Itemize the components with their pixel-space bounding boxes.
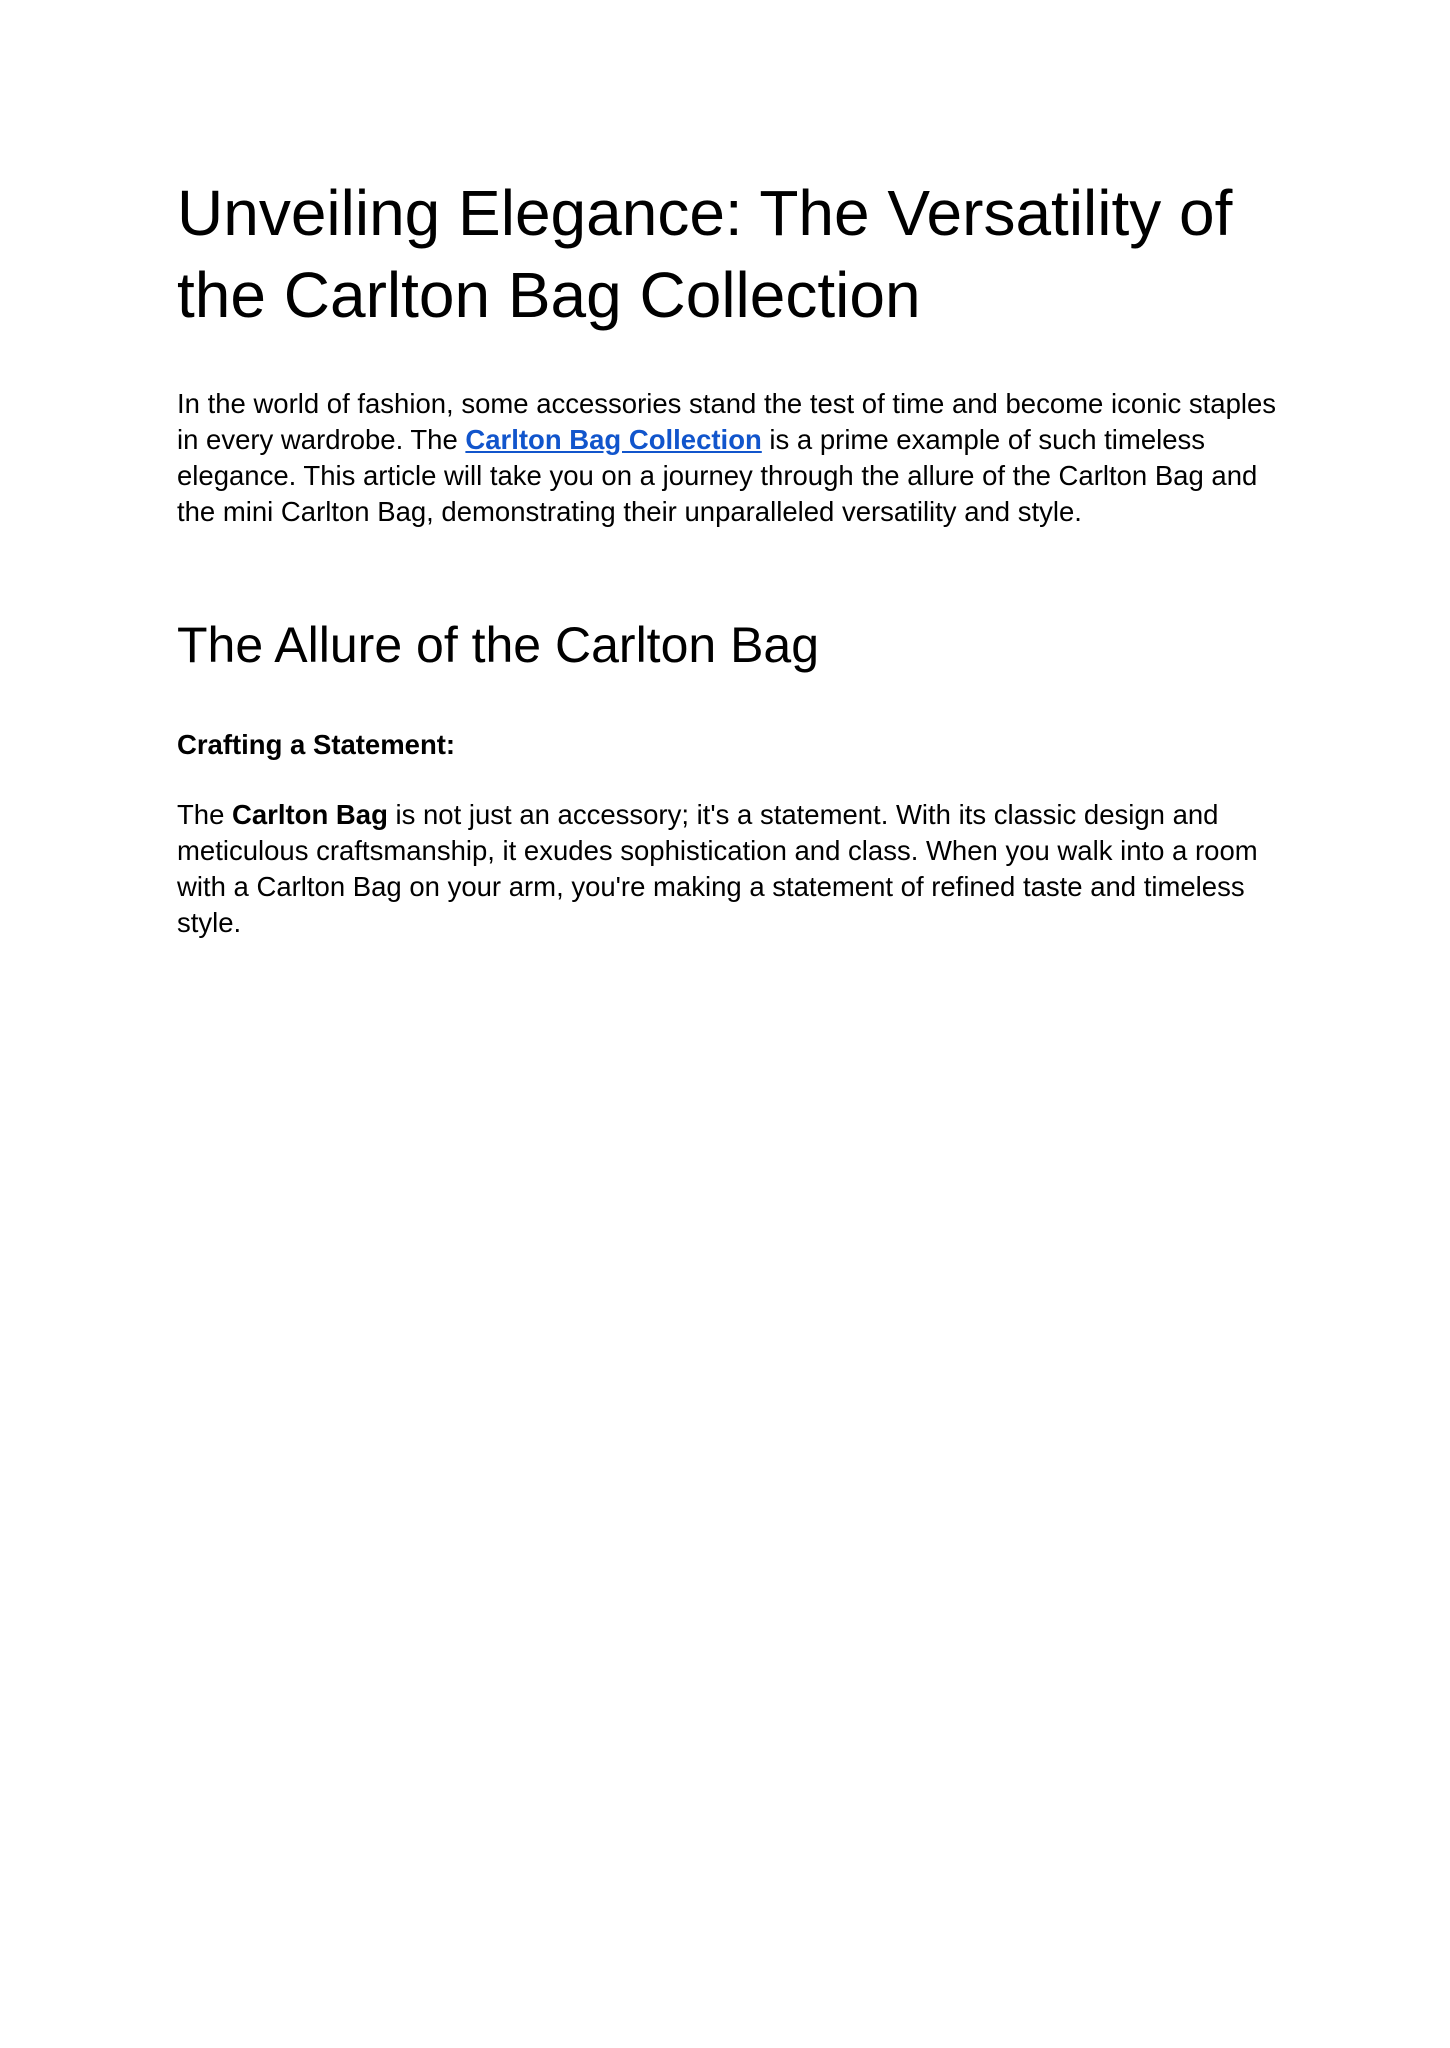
intro-paragraph [177,386,1297,530]
section-paragraph [177,797,1297,941]
intro-text-after-link: is a prime example of such timeless elegance. This article will take you on a journey through the allure of the Carlton Bag and the mini Carlton Bag, demonstrating their unparalleled versatility and style. [177,424,1258,527]
section-heading: The Allure of the Carlton Bag [177,617,820,673]
section-subheading: Crafting a Statement: [177,729,456,760]
paragraph-text-before-bold: The [177,799,233,830]
paragraph-bold-term: Carlton Bag [232,799,388,830]
carlton-bag-collection-link[interactable]: Carlton Bag Collection [465,424,762,455]
paragraph-text-after-bold: is not just an accessory; it's a statement. With its classic design and meticulous craftsmanship, it exudes sophistication and class. When you walk into a room with a Carlton Bag on your arm, you're making a statement of refined taste and timeless style. [177,799,1258,938]
intro-text-before-link: In the world of fashion, some accessories stand the test of time and become iconic staples in every wardrobe. The [177,388,1277,455]
document-title: Unveiling Elegance: The Versatility of the Carlton Bag Collection [177,177,1233,331]
document-content [177,172,1297,941]
